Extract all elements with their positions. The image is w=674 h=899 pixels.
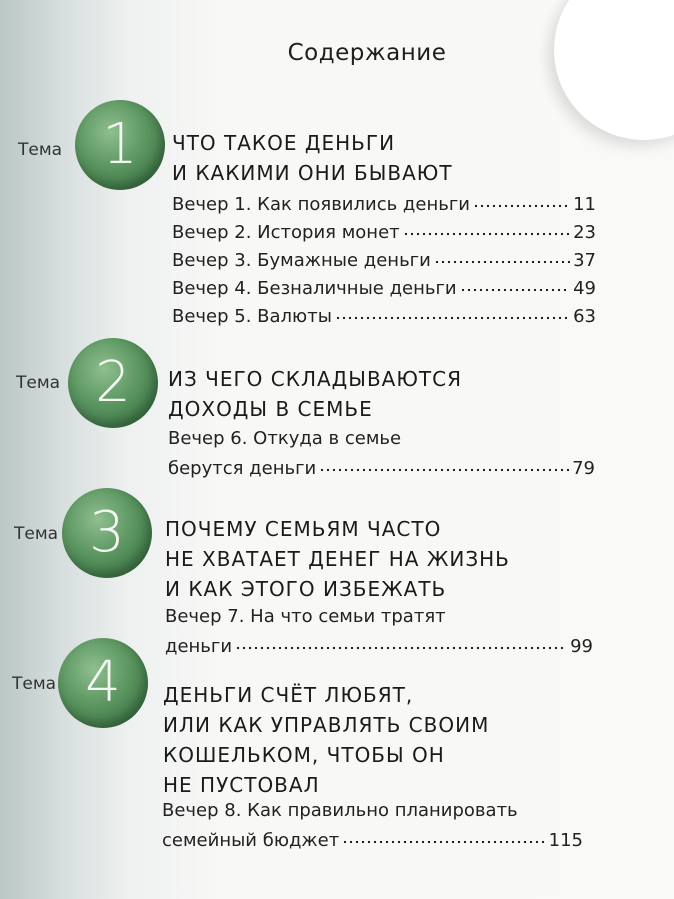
toc-entry[interactable] <box>168 454 595 482</box>
entry-label: берутся деньги <box>168 458 317 479</box>
toc-entry[interactable] <box>172 218 596 246</box>
topic-heading-line: ДЕНЬГИ СЧЁТ ЛЮБЯТ, <box>163 683 414 707</box>
page-number: 99 <box>570 636 593 657</box>
entry-label: Вечер 5. Валюты <box>172 306 332 327</box>
topic-heading-line: ИЗ ЧЕГО СКЛАДЫВАЮТСЯ <box>168 367 463 391</box>
page-number: 63 <box>573 306 596 327</box>
entry-label: семейный бюджет <box>162 830 340 851</box>
topic-number-circle-1: 1 <box>75 100 165 190</box>
topic-heading-line: И КАК ЭТОГО ИЗБЕЖАТЬ <box>165 577 447 601</box>
page-number: 115 <box>548 830 583 851</box>
toc-entry[interactable] <box>162 826 583 854</box>
page-number: 23 <box>573 222 596 243</box>
leader-dots <box>460 274 570 294</box>
entry-label: Вечер 4. Безналичные деньги <box>172 278 457 299</box>
toc-entry[interactable] <box>172 274 596 302</box>
page-number: 79 <box>572 458 595 479</box>
topic-heading-1 <box>172 128 453 188</box>
tema-label-3: Тема <box>14 524 59 544</box>
topic-heading-line: И КАКИМИ ОНИ БЫВАЮТ <box>172 161 453 185</box>
leader-dots <box>403 218 570 238</box>
topic-heading-line: ПОЧЕМУ СЕМЬЯМ ЧАСТО <box>165 517 442 541</box>
toc-entry[interactable] <box>172 302 596 330</box>
tema-label-2: Тема <box>16 373 61 393</box>
entry-label-first-line: Вечер 6. Откуда в семье <box>168 428 402 449</box>
entry-label: Вечер 2. История монет <box>172 222 400 243</box>
leader-dots <box>319 454 569 474</box>
topic-number-circle-3: 3 <box>62 488 152 578</box>
page-corner-curl <box>554 0 674 140</box>
leader-dots <box>473 190 570 210</box>
entry-label: Вечер 1. Как появились деньги <box>172 194 470 215</box>
topic-heading-4 <box>163 680 489 800</box>
topic-number-circle-2: 2 <box>68 338 158 428</box>
topic-heading-line: ДОХОДЫ В СЕМЬЕ <box>168 397 373 421</box>
topic-heading-3 <box>165 514 510 604</box>
leader-dots <box>335 302 570 322</box>
page-title: Содержание <box>287 40 447 66</box>
page-number: 37 <box>573 250 596 271</box>
leader-dots <box>342 826 545 846</box>
entry-label: Вечер 3. Бумажные деньги <box>172 250 431 271</box>
toc-entry[interactable] <box>172 190 596 218</box>
topic-heading-line: ИЛИ КАК УПРАВЛЯТЬ СВОИМ <box>163 713 490 737</box>
entry-label: деньги <box>165 636 233 657</box>
toc-entry[interactable] <box>165 632 593 660</box>
topic-heading-2 <box>168 364 462 424</box>
tema-label-4: Тема <box>12 674 57 694</box>
leader-dots <box>434 246 570 266</box>
topic-number-circle-4: 4 <box>58 638 148 728</box>
entry-label-first-line: Вечер 8. Как правильно планировать <box>162 800 518 821</box>
topic-heading-line: НЕ ПУСТОВАЛ <box>163 773 320 797</box>
entry-label-first-line: Вечер 7. На что семьи тратят <box>165 606 446 627</box>
toc-entry[interactable] <box>172 246 596 274</box>
topic-heading-line: ЧТО ТАКОЕ ДЕНЬГИ <box>172 131 396 155</box>
tema-label-1: Тема <box>18 140 63 160</box>
page-number: 11 <box>573 194 596 215</box>
topic-heading-line: КОШЕЛЬКОМ, ЧТОБЫ ОН <box>163 743 445 767</box>
leader-dots <box>235 632 567 652</box>
topic-heading-line: НЕ ХВАТАЕТ ДЕНЕГ НА ЖИЗНЬ <box>165 547 510 571</box>
page-number: 49 <box>573 278 596 299</box>
